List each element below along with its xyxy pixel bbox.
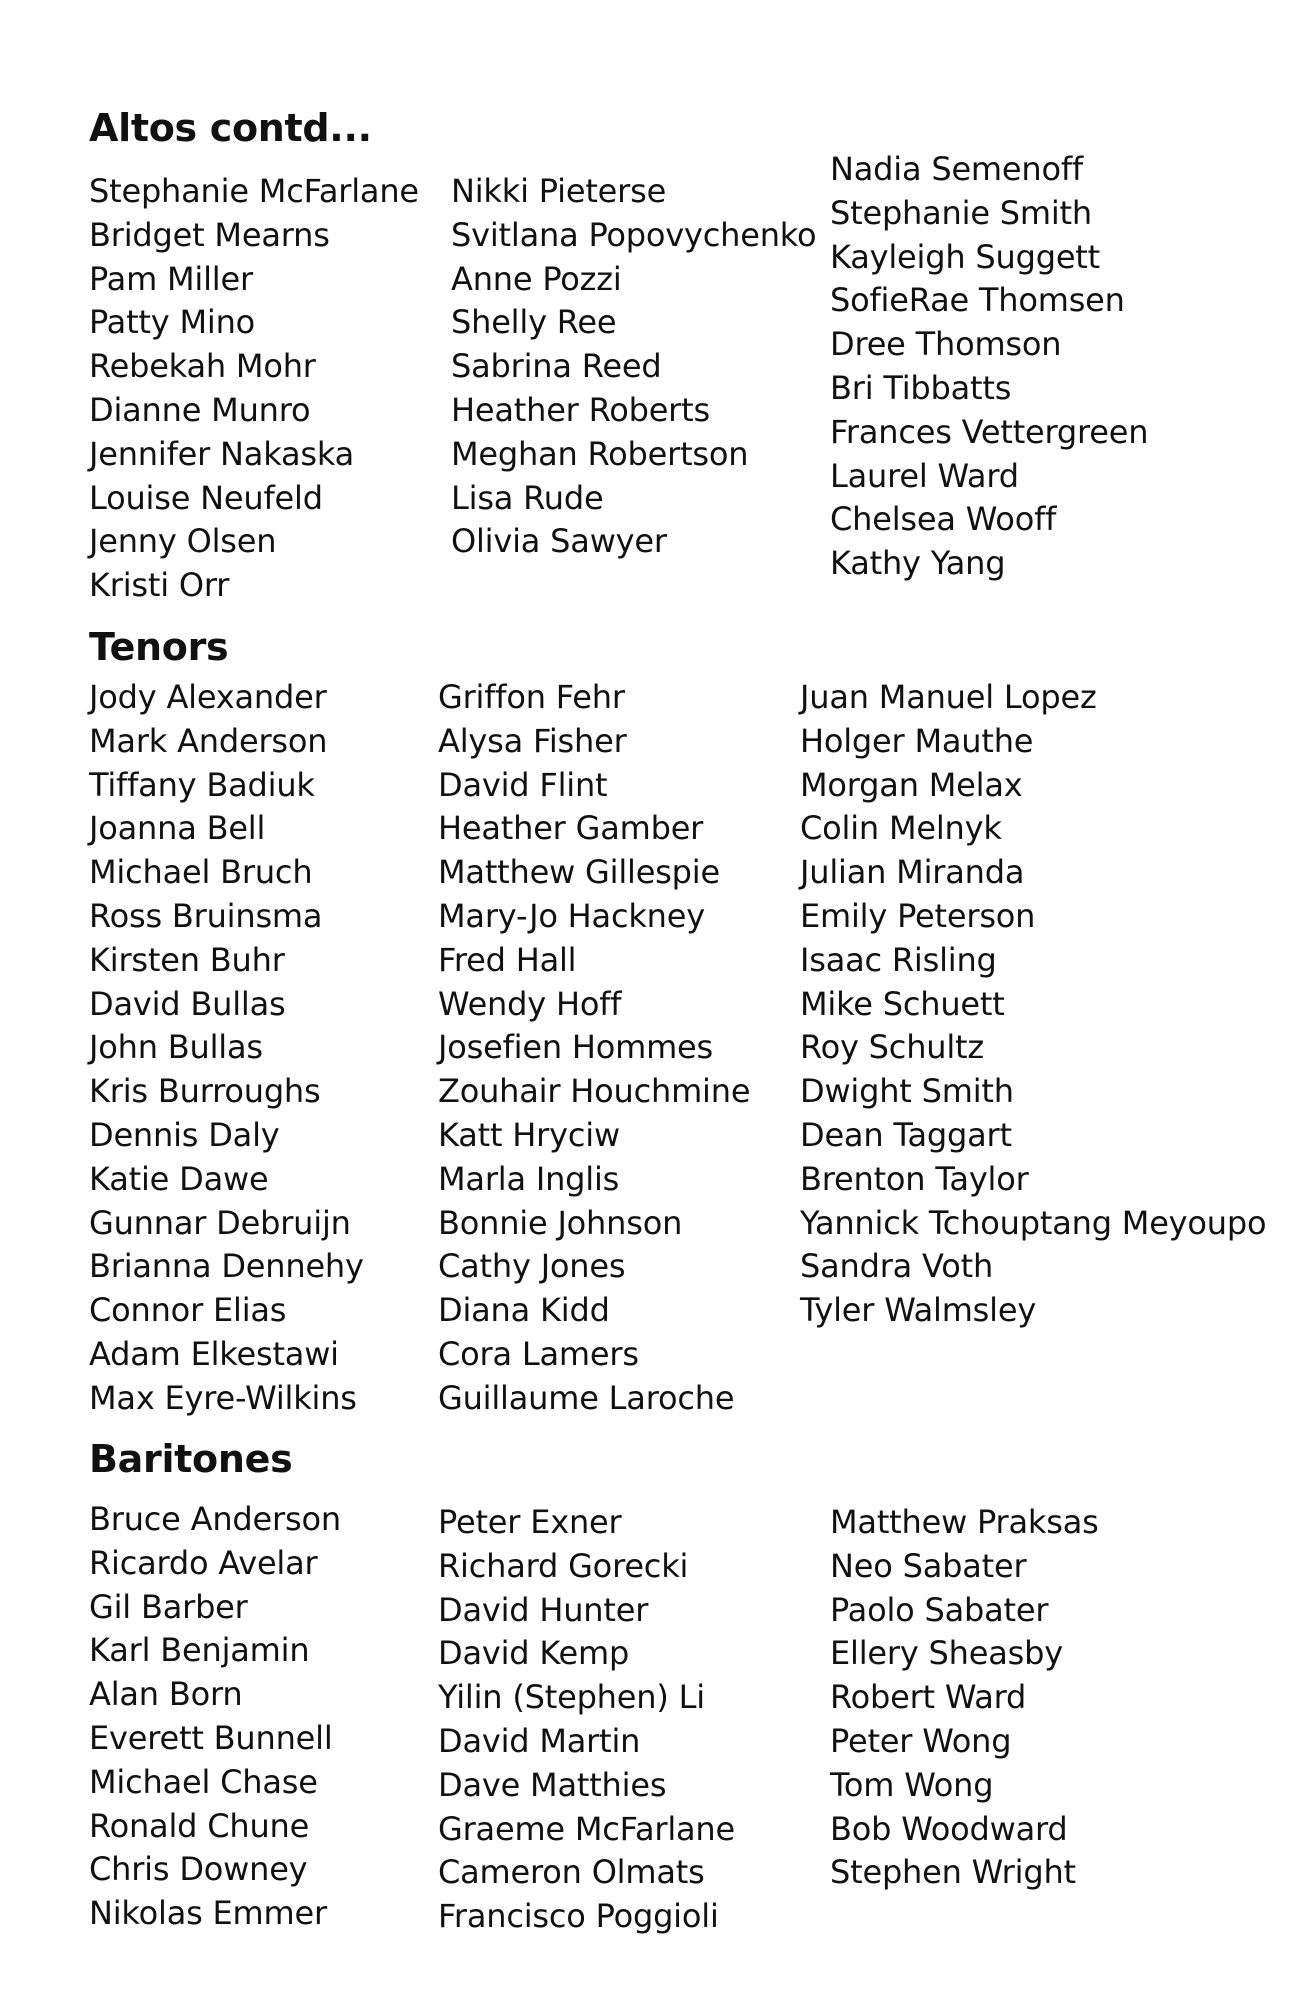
- member-name: Nadia Semenoff: [830, 150, 1083, 188]
- member-name: Paolo Sabater: [830, 1590, 1049, 1629]
- member-name: Alan Born: [89, 1675, 243, 1714]
- member-name: Shelly Ree: [451, 303, 617, 342]
- member-name: Chris Downey: [89, 1850, 308, 1889]
- member-name: Michael Chase: [89, 1762, 318, 1801]
- member-name: David Martin: [438, 1721, 641, 1760]
- member-name: Roy Schultz: [800, 1028, 984, 1067]
- member-name: Dree Thomson: [830, 325, 1062, 364]
- tenors-column-3: [800, 676, 1266, 1333]
- member-name: Kristi Orr: [89, 566, 230, 605]
- member-name: Lisa Rude: [451, 478, 604, 517]
- member-name: Cameron Olmats: [438, 1853, 705, 1892]
- tenors-column-2: [438, 676, 750, 1421]
- member-name: Julian Miranda: [800, 853, 1025, 892]
- member-name: Dianne Munro: [89, 390, 311, 429]
- member-name: Louise Neufeld: [89, 478, 323, 517]
- baritones-column-1: [89, 1498, 341, 1936]
- member-name: Richard Gorecki: [438, 1546, 689, 1585]
- member-name: Brianna Dennehy: [89, 1247, 364, 1286]
- member-name: Peter Exner: [438, 1503, 622, 1541]
- member-name: Cathy Jones: [438, 1247, 626, 1286]
- member-name: Gil Barber: [89, 1587, 248, 1626]
- altos-column-1: [89, 170, 419, 608]
- member-name: Isaac Risling: [800, 940, 997, 979]
- member-name: Graeme McFarlane: [438, 1809, 735, 1848]
- member-name: John Bullas: [89, 1028, 263, 1067]
- member-name: Cora Lamers: [438, 1334, 639, 1373]
- altos-column-3: [830, 148, 1148, 586]
- member-name: Karl Benjamin: [89, 1631, 310, 1670]
- member-name: Mike Schuett: [800, 984, 1005, 1023]
- member-name: Nikki Pieterse: [451, 172, 667, 210]
- member-name: Ricardo Avelar: [89, 1543, 318, 1582]
- member-name: Nikolas Emmer: [89, 1894, 327, 1933]
- member-name: SofieRae Thomsen: [830, 281, 1125, 320]
- member-name: Josefien Hommes: [438, 1028, 714, 1067]
- member-name: Max Eyre-Wilkins: [89, 1378, 357, 1417]
- member-name: Jennifer Nakaska: [89, 434, 355, 473]
- member-name: Bruce Anderson: [89, 1500, 341, 1538]
- tenors-column-1: [89, 676, 364, 1421]
- member-name: Kayleigh Suggett: [830, 237, 1101, 276]
- member-name: Dean Taggart: [800, 1115, 1012, 1154]
- member-name: Francisco Poggioli: [438, 1897, 719, 1936]
- baritones-column-3: [830, 1501, 1099, 1895]
- member-name: David Hunter: [438, 1590, 649, 1629]
- member-name: Peter Wong: [830, 1721, 1012, 1760]
- member-name: Gunnar Debruijn: [89, 1203, 351, 1242]
- member-name: Brenton Taylor: [800, 1159, 1029, 1198]
- member-name: Mary-Jo Hackney: [438, 896, 705, 935]
- member-name: Matthew Praksas: [830, 1503, 1099, 1541]
- member-name: Wendy Hoff: [438, 984, 622, 1023]
- member-name: Olivia Sawyer: [451, 522, 667, 561]
- member-name: David Bullas: [89, 984, 286, 1023]
- member-name: Sabrina Reed: [451, 347, 662, 386]
- tenors-heading: Tenors: [89, 625, 229, 669]
- member-name: Griffon Fehr: [438, 678, 625, 716]
- member-name: Everett Bunnell: [89, 1718, 333, 1757]
- member-name: Frances Vettergreen: [830, 412, 1149, 451]
- member-name: Laurel Ward: [830, 456, 1019, 495]
- member-name: Ronald Chune: [89, 1806, 310, 1845]
- member-name: Kathy Yang: [830, 544, 1006, 583]
- member-name: Guillaume Laroche: [438, 1378, 735, 1417]
- member-name: Bridget Mearns: [89, 215, 330, 254]
- member-name: Fred Hall: [438, 940, 577, 979]
- member-name: Emily Peterson: [800, 896, 1036, 935]
- member-name: Ross Bruinsma: [89, 896, 323, 935]
- member-name: Bob Woodward: [830, 1809, 1068, 1848]
- member-name: Stephen Wright: [830, 1853, 1076, 1892]
- member-name: Colin Melnyk: [800, 809, 1002, 848]
- member-name: Katie Dawe: [89, 1159, 269, 1198]
- member-name: Jenny Olsen: [89, 522, 277, 561]
- member-name: Mark Anderson: [89, 721, 328, 760]
- member-name: Sandra Voth: [800, 1247, 994, 1286]
- member-name: Heather Roberts: [451, 390, 710, 429]
- member-name: Jody Alexander: [89, 678, 327, 716]
- member-name: Holger Mauthe: [800, 721, 1034, 760]
- altos-heading: Altos contd...: [89, 106, 372, 150]
- member-name: Rebekah Mohr: [89, 347, 316, 386]
- member-name: Dwight Smith: [800, 1072, 1014, 1111]
- member-name: Robert Ward: [830, 1678, 1027, 1717]
- member-name: Katt Hryciw: [438, 1115, 620, 1154]
- member-name: Michael Bruch: [89, 853, 313, 892]
- member-name: Juan Manuel Lopez: [800, 678, 1097, 716]
- member-name: Diana Kidd: [438, 1291, 610, 1330]
- member-name: Stephanie McFarlane: [89, 172, 419, 210]
- member-name: Marla Inglis: [438, 1159, 620, 1198]
- baritones-column-2: [438, 1501, 735, 1939]
- member-name: Chelsea Wooff: [830, 500, 1057, 539]
- member-name: Tyler Walmsley: [800, 1291, 1037, 1330]
- member-name: Neo Sabater: [830, 1546, 1027, 1585]
- member-name: Yannick Tchouptang Meyoupo: [800, 1203, 1267, 1242]
- member-name: Pam Miller: [89, 259, 253, 298]
- member-name: Bonnie Johnson: [438, 1203, 683, 1242]
- member-name: Kirsten Buhr: [89, 940, 285, 979]
- member-name: Zouhair Houchmine: [438, 1072, 751, 1111]
- member-name: Dave Matthies: [438, 1765, 667, 1804]
- member-name: Alysa Fisher: [438, 721, 627, 760]
- member-name: Patty Mino: [89, 303, 256, 342]
- member-name: Joanna Bell: [89, 809, 266, 848]
- member-name: Anne Pozzi: [451, 259, 622, 298]
- member-name: Matthew Gillespie: [438, 853, 720, 892]
- baritones-heading: Baritones: [89, 1437, 293, 1481]
- member-name: Kris Burroughs: [89, 1072, 321, 1111]
- member-name: Connor Elias: [89, 1291, 287, 1330]
- member-name: Tom Wong: [830, 1765, 994, 1804]
- member-name: Adam Elkestawi: [89, 1334, 339, 1373]
- member-name: Bri Tibbatts: [830, 368, 1012, 407]
- member-name: Morgan Melax: [800, 765, 1023, 804]
- member-name: David Flint: [438, 765, 608, 804]
- member-name: David Kemp: [438, 1634, 630, 1673]
- member-name: Ellery Sheasby: [830, 1634, 1063, 1673]
- member-name: Svitlana Popovychenko: [451, 215, 817, 254]
- member-name: Dennis Daly: [89, 1115, 280, 1154]
- altos-column-2: [451, 170, 816, 564]
- member-name: Heather Gamber: [438, 809, 704, 848]
- member-name: Meghan Robertson: [451, 434, 749, 473]
- member-name: Yilin (Stephen) Li: [438, 1678, 705, 1717]
- member-name: Tiffany Badiuk: [89, 765, 315, 804]
- member-name: Stephanie Smith: [830, 193, 1092, 232]
